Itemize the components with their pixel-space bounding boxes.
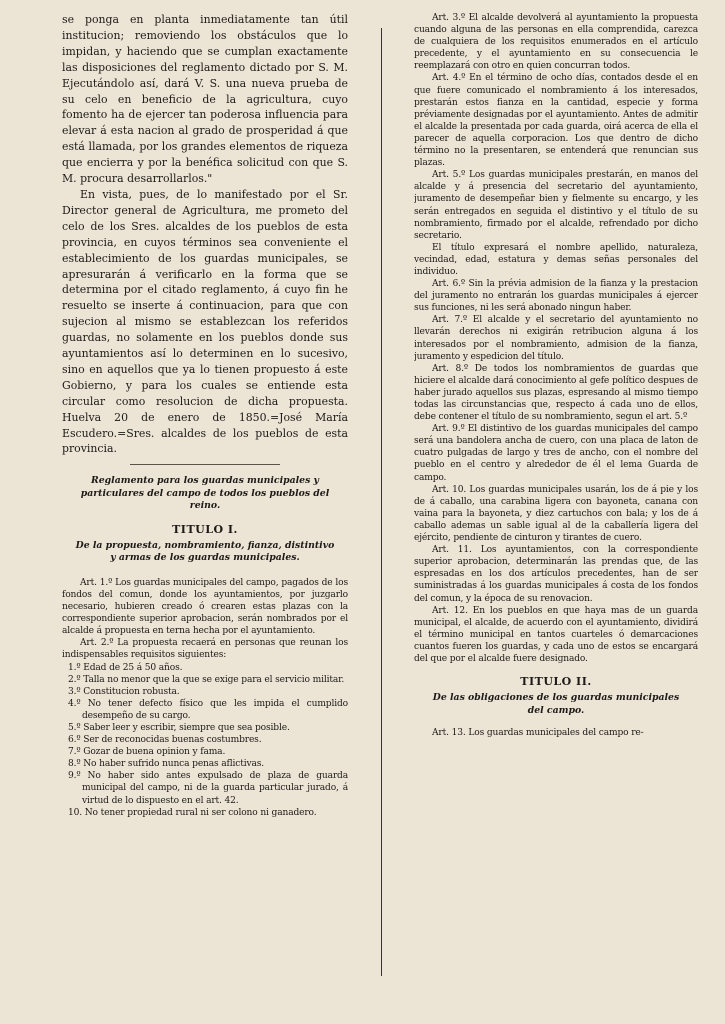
requirement-4: 4.º No tener defecto físico que les impida el cumplido desempeño de su cargo. [68, 698, 348, 721]
requirement-8: 8.º No haber sufrido nunca penas aflictivas. [68, 759, 265, 770]
requirement-7: 7.º Gozar de buena opinion y fama. [68, 747, 226, 758]
article-4: Art. 4.º En el término de ocho días, contados desde el en que fuere comunicado el nombramiento á los interesados, prestarán estos fianza en la cantidad, especie y forma préviamente designadas por el ayuntamiento. Antes de admitir el alcalde la presentada por cada guarda, oirá acerca de ella el parecer de aquella corporacion. Los que dentro de dicho término no la presentaren, se entenderá que renuncian sus plazas. [414, 73, 698, 169]
requirement-10: 10. No tener propiedad rural ni ser colono ni ganadero. [68, 807, 317, 818]
article-7: Art. 7.º El alcalde y el secretario del ayuntamiento no llevarán derechos ni exigirán retribucion alguna á los interesados por el nombramiento, admision de la fianza, juramento y espedicion del título. [414, 315, 698, 362]
requirement-3: 3.º Constitucion robusta. [68, 686, 180, 697]
article-8: Art. 8.º De todos los nombramientos de guardas que hiciere el alcalde dará conocimiento al gefe político despues de haber jurado aquellos sus plazas, espresando al mismo tiempo todas las circunstancias que, respecto á cada uno de ellos, debe contener el título de su nombramiento, segun el art. 5.º [414, 363, 698, 423]
requirement-2: 2.º Talla no menor que la que se exige para el servicio militar. [68, 674, 345, 685]
requirement-9: 9.º No haber sido antes expulsado de plaza de guarda municipal del campo, ni de la guarda particular jurado, á virtud de lo dispuesto en el art. 42. [68, 771, 348, 806]
titulo-1-heading: TITULO I. [172, 522, 238, 536]
column-divider [381, 28, 382, 976]
requirement-5: 5.º Saber leer y escribir, siempre que sea posible. [68, 723, 290, 733]
article-3: Art. 3.º El alcalde devolverá al ayuntamiento la propuesta cuando alguna de las personas en ella comprendida, carezca de cualquiera de los requisitos enumerados en el artículo precedente, y el ayuntamiento en su consecuencia le reemplazará con otro en quien concurran todos. [414, 13, 698, 72]
titulo-2-subheading: De las obligaciones de los guardas municipales del campo. [432, 692, 680, 716]
circular-paragraph-1: se ponga en planta inmediatamente tan útil institucion; removiendo los obstáculos que lo impidan, y haciendo que se cumplan exactamente las disposiciones del reglamento dictado por S. M. Ejecutándolo así, dará V. S. una nueva prueba de su celo en beneficio de la agricultura, cuyo fomento ha de ejercer tan poderosa influencia para elevar á esta nacion al grado de prosperidad á que está llamada, por los grandes elementos de riqueza que encierra y por la benéfica solicitud con que S. M. procura desarrollarlos." [62, 13, 348, 186]
article-1: Art. 1.º Los guardas municipales del campo, pagados de los fondos del comun, donde los ayuntamientos, por juzgarlo necesario, hubieren creado ó crearen estas plazas con la correspondiente superior aprobacion, serán nombrados por el alcalde á propuesta en terna hecha por el ayuntamiento. [62, 577, 348, 637]
article-5-title-paragraph: El título expresará el nombre apellido, naturaleza, vecindad, edad, estatura y demas señas personales del individuo. [414, 242, 698, 277]
reglamento-heading: Reglamento para los guardas municipales y particulares del campo de todos los pueblos del reino. [80, 475, 330, 512]
article-13: Art. 13. Los guardas municipales del campo re- [432, 728, 644, 739]
titulo-2-heading: TITULO II. [520, 675, 592, 689]
requirement-1: 1.º Edad de 25 á 50 años. [68, 662, 183, 673]
article-12: Art. 12. En los pueblos en que haya mas de un guarda municipal, el alcalde, de acuerdo con el ayuntamiento, dividirá el término municipal en tantos cuarteles ó demarcaciones cuantos fueren los guardas, y cada uno de estos se encargará del que por el alcalde fuere designado. [414, 605, 698, 664]
right-column [414, 12, 698, 739]
article-5: Art. 5.º Los guardas municipales prestarán, en manos del alcalde y á presencia del secretario del ayuntamiento, juramento de desempeñar bien y fielmente su encargo, y les serán entregados en seguida el distintivo y el título de su nombramiento, firmado por el alcalde, refrendado por dicho secretario. [414, 170, 698, 241]
article-2: Art. 2.º La propuesta recaerá en personas que reunan los indispensables requisitos siguientes: [62, 638, 348, 661]
article-9: Art. 9.º El distintivo de los guardas municipales del campo será una bandolera ancha de cuero, con una placa de laton de cuatro pulgadas de largo y tres de ancho, con el nombre del pueblo en el centro y alrededor de él el lema Guarda de campo. [414, 424, 698, 483]
requirement-6: 6.º Ser de reconocidas buenas costumbres. [68, 735, 262, 746]
left-column [62, 12, 348, 819]
article-10: Art. 10. Los guardas municipales usarán, los de á pie y los de á caballo, una carabina ligera con bayoneta, canana con vaina para la bayoneta, y diez cartuchos con bala; y los de á caballo ademas un sable igual al de la caballería ligera del ejército, pendiente de cinturon y tirantes de cuero. [414, 484, 698, 544]
titulo-1-subheading: De la propuesta, nombramiento, fianza, distintivo y armas de los guardas municipales. [75, 539, 335, 564]
circular-paragraph-2: En vista, pues, de lo manifestado por el Sr. Director general de Agricultura, me prometo del celo de los Sres. alcaldes de los pueblos de esta provincia, en cuyos términos sea conveniente el establecimiento de los guardas municipales, se apresurarán á verificarlo en la forma que se determina por el citado reglamento, á cuyo fin he resuelto se inserte á continuacion, para que con sujecion al mismo se establezcan los referidos guardas, no solamente en los pueblos donde sus ayuntamientos así lo determinen en lo sucesivo, sino en aquellos que ya lo tienen propuesto á este Gobierno, y para los cuales se entiende esta circular como resolucion de dicha propuesta. Huelva 20 de enero de 1850.=José María Escudero.=Sres. alcaldes de los pueblos de esta provincia. [62, 187, 348, 456]
article-6: Art. 6.º Sin la prévia admision de la fianza y la prestacion del juramento no entrarán los guardas municipales á ejercer sus funciones, ni les será abonado ningun haber. [414, 279, 698, 314]
article-11: Art. 11. Los ayuntamientos, con la correspondiente superior aprobacion, determinarán las prendas que, de las espresadas en los dos artículos precedentes, han de ser suministradas á los guardas municipales á costa de los fondos del comun, y la época de su renovacion. [414, 545, 698, 604]
